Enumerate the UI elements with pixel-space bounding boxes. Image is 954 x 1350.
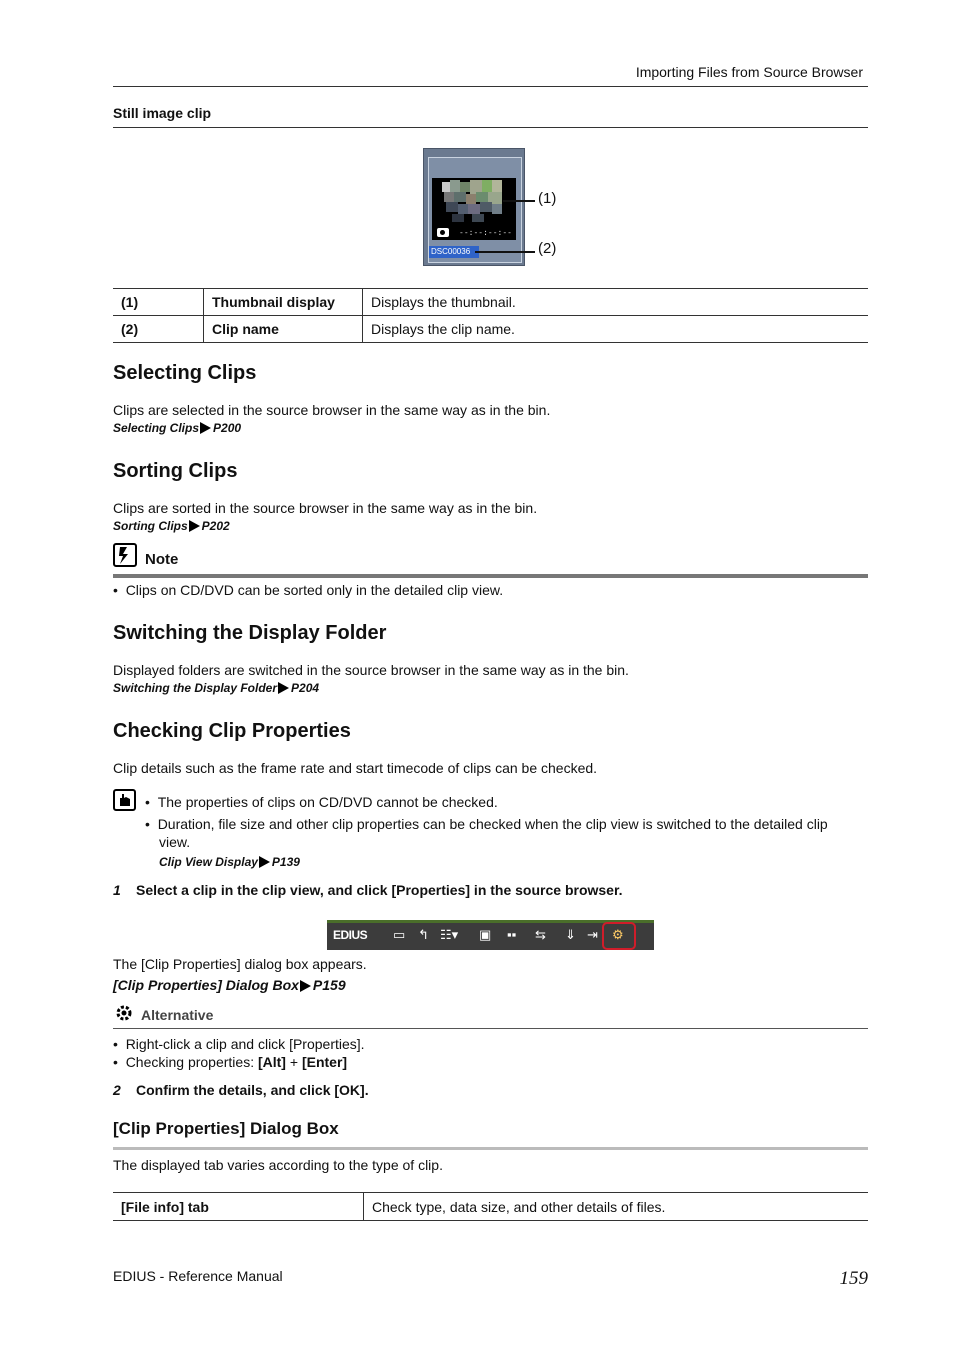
ref-page: P202 — [201, 519, 230, 533]
selecting-ref-link[interactable] — [113, 421, 241, 435]
dialog-body: The displayed tab varies according to the type of clip. — [113, 1157, 443, 1173]
source-browser-toolbar — [327, 920, 654, 950]
footer-manual-title: EDIUS - Reference Manual — [113, 1268, 283, 1284]
properties-icon: ⚙ — [612, 927, 624, 942]
callout-line-2 — [475, 251, 535, 253]
ref-text: Switching the Display Folder — [113, 681, 278, 695]
table-cell-name: Clip name — [204, 316, 363, 343]
dialog-tab-table — [113, 1192, 868, 1221]
sorting-ref-link[interactable] — [113, 519, 230, 533]
note-divider — [113, 574, 868, 578]
header-rule — [113, 86, 868, 87]
switching-ref-link[interactable] — [113, 681, 319, 695]
still-clip-figure — [423, 148, 525, 266]
plus-sign: + — [285, 1054, 302, 1070]
add-to-player-icon[interactable]: ⇓ — [565, 927, 576, 942]
table-row — [113, 1193, 868, 1221]
note-bullet: • Clips on CD/DVD can be sorted only in the detailed clip view. — [113, 582, 504, 598]
switching-body: Displayed folders are switched in the source browser in the same way as in the bin. — [113, 662, 629, 678]
callout-line-1 — [503, 200, 535, 202]
checking-heading: Checking Clip Properties — [113, 720, 351, 742]
step-1-text: Select a clip in the clip view, and click [Properties] in the source browser. — [136, 882, 623, 898]
table-row — [113, 316, 868, 343]
camera-icon — [437, 228, 449, 237]
clip-timecode: --:--:--:-- — [459, 228, 512, 237]
sorting-body: Clips are sorted in the source browser in the same way as in the bin. — [113, 500, 538, 516]
clip-frame — [428, 157, 522, 263]
table-cell-num: (2) — [113, 316, 204, 343]
arrow-right-icon — [200, 422, 211, 434]
tip-bullet-2: • Duration, file size and other clip properties can be checked when the clip view is switched to the detailed clip — [145, 816, 828, 832]
clip-view-ref-link[interactable] — [159, 855, 300, 869]
ref-page: P204 — [291, 681, 320, 695]
clip-parts-table — [113, 288, 868, 343]
ref-text: [Clip Properties] Dialog Box — [113, 977, 299, 993]
callout-label-1: (1) — [538, 190, 557, 207]
window-icon[interactable]: ▣ — [479, 927, 492, 942]
note-label: Note — [145, 551, 179, 568]
alternative-rule — [113, 1028, 868, 1029]
ref-page: P139 — [271, 855, 300, 869]
view-mode-icon[interactable]: ☷▾ — [440, 927, 459, 942]
ref-text: Clip View Display — [159, 855, 258, 869]
dialog-heading: [Clip Properties] Dialog Box — [113, 1119, 339, 1138]
key-alt: [Alt] — [257, 1054, 286, 1070]
table-cell-num: (1) — [113, 289, 204, 316]
arrow-right-icon — [300, 980, 311, 992]
ref-text: Selecting Clips — [113, 421, 200, 435]
key-enter: [Enter] — [301, 1054, 348, 1070]
selecting-body: Clips are selected in the source browser in the same way as in the bin. — [113, 402, 551, 418]
alternative-label: Alternative — [141, 1007, 214, 1023]
selecting-clips-heading: Selecting Clips — [113, 362, 257, 384]
alt-text-2: Checking properties: — [125, 1054, 258, 1070]
arrow-right-icon — [259, 856, 270, 868]
step-1-number: 1 — [113, 882, 121, 898]
tip-text-2-cont: view. — [159, 834, 191, 850]
table-cell-name: Thumbnail display — [204, 289, 363, 316]
step-2-number: 2 — [113, 1082, 121, 1098]
ref-text: Sorting Clips — [113, 519, 188, 533]
note-item: Clips on CD/DVD can be sorted only in the detailed clip view. — [125, 582, 504, 598]
dialog-appears-text: The [Clip Properties] dialog box appears. — [113, 956, 367, 972]
subtitle-rule — [113, 127, 868, 128]
callout-label-2: (2) — [538, 240, 557, 257]
clip-name-label: DSC00036 — [429, 246, 479, 258]
table-cell-desc: Displays the thumbnail. — [363, 289, 869, 316]
table-cell-desc: Check type, data size, and other details of files. — [364, 1193, 869, 1221]
step-2-text: Confirm the details, and click [OK]. — [136, 1082, 369, 1098]
switching-heading: Switching the Display Folder — [113, 622, 387, 644]
tip-bullet-1: • The properties of clips on CD/DVD cannot be checked. — [145, 794, 498, 810]
table-cell-tab: [File info] tab — [113, 1193, 364, 1221]
ref-page: P159 — [312, 977, 346, 993]
table-cell-desc: Displays the clip name. — [363, 316, 869, 343]
page-number: 159 — [839, 1268, 868, 1289]
dialog-ref-link[interactable] — [113, 977, 346, 993]
tip-text-2: Duration, file size and other clip properties can be checked when the clip view is switched to the detailed clip — [157, 816, 828, 832]
ref-page: P200 — [213, 421, 242, 435]
arrow-right-icon — [278, 682, 289, 694]
hint-hand-icon — [113, 789, 137, 811]
up-folder-icon[interactable]: ↰ — [418, 927, 429, 942]
edius-logo: EDIUS — [333, 928, 368, 942]
sorting-clips-heading: Sorting Clips — [113, 460, 238, 482]
add-to-timeline-icon[interactable]: ⇥ — [587, 927, 598, 942]
dialog-heading-rule — [113, 1147, 868, 1150]
table-row — [113, 289, 868, 316]
clip-thumbnail — [432, 178, 516, 240]
checking-body: Clip details such as the frame rate and start timecode of clips can be checked. — [113, 760, 598, 776]
tip-text-1: The properties of clips on CD/DVD cannot be checked. — [157, 794, 498, 810]
alt-text-1: Right-click a clip and click [Properties]. — [125, 1036, 365, 1052]
folder-icon[interactable]: ▭ — [393, 927, 406, 942]
note-icon — [113, 543, 138, 568]
alt-bullet-2: • Checking properties: [Alt] + [Enter] — [113, 1054, 348, 1070]
alt-bullet-1: • Right-click a clip and click [Properties]. — [113, 1036, 365, 1052]
add-to-bin-icon[interactable]: ▪▪ — [507, 927, 517, 942]
arrow-right-icon — [189, 520, 200, 532]
still-clip-subtitle: Still image clip — [113, 105, 212, 121]
page-header-title: Importing Files from Source Browser — [635, 64, 863, 80]
transfer-icon[interactable]: ⇆ — [535, 927, 546, 942]
alternative-gear-icon — [113, 1003, 135, 1023]
